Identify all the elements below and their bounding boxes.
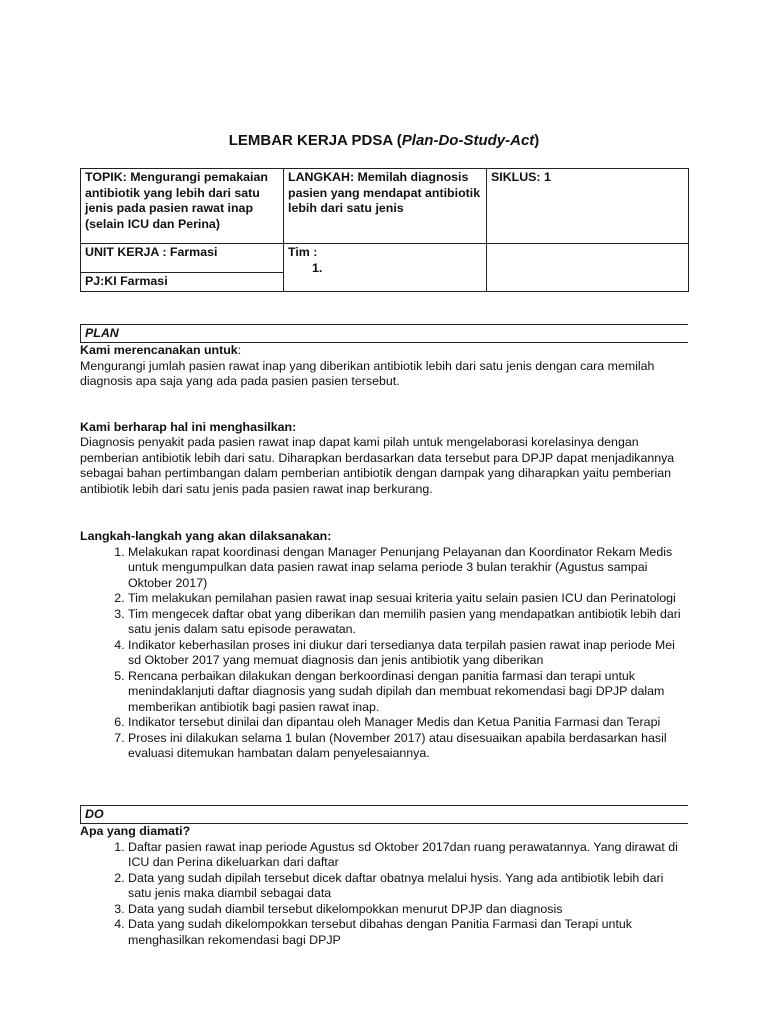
plan-section [80, 324, 688, 762]
title-close: ) [534, 132, 540, 149]
list-item: 3. Data yang sudah diambil tersebut dikelompokkan menurut DPJP dan diagnosis [128, 902, 688, 918]
unit-kerja-cell: UNIT KERJA : Farmasi [81, 244, 284, 273]
do-items-list [80, 840, 688, 949]
tim-item: 1. [312, 260, 323, 275]
plan-heading-3: Langkah-langkah yang akan dilaksanakan: [80, 529, 332, 543]
do-section [80, 805, 688, 948]
list-item: 1. Melakukan rapat koordinasi dengan Manager Penunjang Pelayanan dan Koordinator Rekam Medis untuk mengumpulkan data pasien rawat inap selama periode 3 bulan terakhir (Agustus sampai Oktober 2017) [128, 545, 688, 592]
title-italic: Plan-Do-Study-Act [401, 132, 535, 149]
list-item: 3. Tim mengecek daftar obat yang diberikan dan memilih pasien yang mendapatkan antibiotik lebih dari satu jenis dalam satu episode perawatan. [128, 607, 688, 638]
do-label: DO [80, 805, 688, 824]
langkah-cell: LANGKAH: Memilah diagnosis pasien yang mendapat antibiotik lebih dari satu jenis [284, 169, 487, 244]
siklus-cell: SIKLUS: 1 [487, 169, 689, 244]
plan-text-2: Diagnosis penyakit pada pasien rawat inap dapat kami pilah untuk mengelaborasi korelasinya dengan pemberian antibiotik lebih dari satu. Diharapkan berdasarkan data tersebut para DPJP dapat menjadikannya sebagai bahan pertimbangan dalam pemberian antibiotik dengan dampak yang diharapkan yaitu pemberian antibiotik lebih dari satu jenis pada pasien rawat inap berkurang. [80, 435, 675, 496]
plan-heading-1-suffix: : [237, 343, 242, 357]
list-item: 5. Rencana perbaikan dilakukan dengan berkoordinasi dengan panitia farmasi dan terapi untuk menindaklanjuti daftar diagnosis yang sudah dipilah dan membuat rekomendasi bagi DPJP dalam memberikan antibiotik bagi pasien rawat inap. [128, 669, 688, 716]
list-item: 7. Proses ini dilakukan selama 1 bulan (November 2017) atau disesuaikan apabila berdasarkan hasil evaluasi ditemukan hambatan dalam penyelesaiannya. [128, 731, 688, 762]
list-item: 2. Data yang sudah dipilah tersebut dicek daftar obatnya melalui hysis. Yang ada antibiotik lebih dari satu jenis maka diambil sebagai data [128, 871, 688, 902]
tim-label: Tim : [288, 245, 318, 259]
document-title [80, 133, 688, 149]
list-item: 4. Data yang sudah dikelompokkan tersebut dibahas dengan Panitia Farmasi dan Terapi untuk menghasilkan rekomendasi bagi DPJP [128, 917, 688, 948]
list-item: 6. Indikator tersebut dinilai dan dipantau oleh Manager Medis dan Ketua Panitia Farmasi dan Terapi [128, 715, 688, 731]
do-heading: Apa yang diamati? [80, 824, 191, 838]
topik-cell: TOPIK: Mengurangi pemakaian antibiotik yang lebih dari satu jenis pada pasien rawat inap (selain ICU dan Perina) [81, 169, 284, 244]
plan-steps-list [80, 545, 688, 762]
plan-text-1: Mengurangi jumlah pasien rawat inap yang diberikan antibiotik lebih dari satu jenis dengan cara memilah diagnosis apa saja yang ada pada pasien pasien tersebut. [80, 358, 655, 388]
title-main: LEMBAR KERJA PDSA ( [228, 132, 402, 149]
pj-cell: PJ:KI Farmasi [81, 273, 284, 292]
plan-heading-2: Kami berharap hal ini menghasilkan: [80, 419, 297, 434]
plan-heading-1: Kami merencanakan untuk [80, 343, 238, 357]
list-item: 1. Daftar pasien rawat inap periode Agustus sd Oktober 2017dan ruang perawatannya. Yang dirawat di ICU dan Perina dikeluarkan dari daftar [128, 840, 688, 871]
header-table [80, 168, 689, 292]
list-item: 4. Indikator keberhasilan proses ini diukur dari tersedianya data terpilah pasien rawat inap periode Mei sd Oktober 2017 yang memuat diagnosis dan jenis antibiotik yang diberikan [128, 638, 688, 669]
empty-cell [487, 244, 689, 292]
tim-cell [284, 244, 487, 292]
list-item: 2. Tim melakukan pemilahan pasien rawat inap sesuai kriteria yaitu selain pasien ICU dan Perinatologi [128, 591, 688, 607]
plan-label: PLAN [80, 324, 688, 343]
